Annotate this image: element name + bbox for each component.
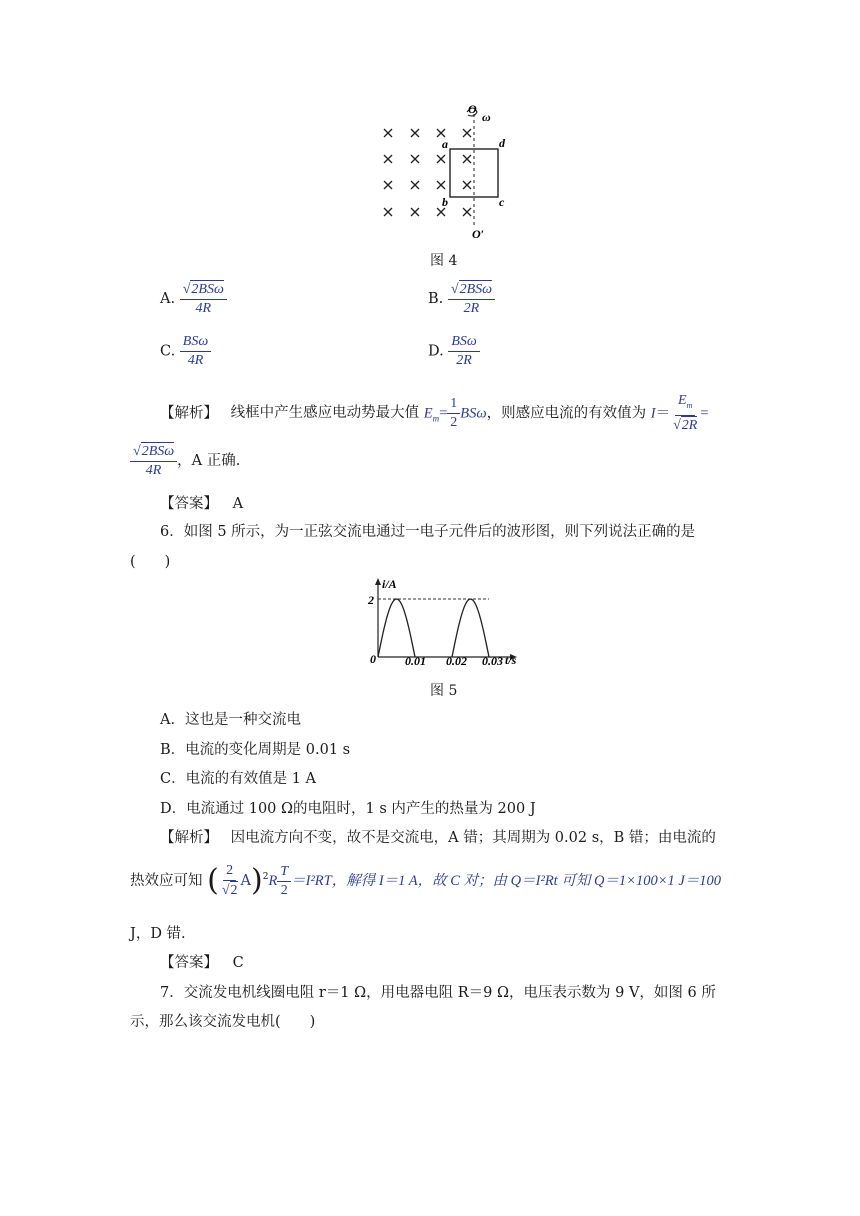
q6-answer bbox=[160, 953, 244, 973]
magnetic-field-cross bbox=[411, 129, 419, 137]
half-wave-2 bbox=[452, 599, 489, 657]
q6-analysis-line1: 【解析】 因电流方向不变，故不是交流电，A 错；其周期为 0.02 s，B 错；由电流的 bbox=[160, 830, 716, 846]
magnetic-field-cross bbox=[463, 208, 471, 216]
label-omega: ω bbox=[482, 110, 491, 124]
magnetic-field-cross bbox=[463, 155, 471, 163]
magnetic-field-cross bbox=[384, 181, 392, 189]
option-c-label: C. bbox=[160, 343, 176, 360]
q6-stem-line2: ( ) bbox=[130, 554, 171, 570]
q5-answer bbox=[160, 494, 243, 514]
magnetic-field-cross bbox=[463, 129, 471, 137]
q7-stem-line1: 7．交流发电机线圈电阻 r＝1 Ω，用电器电阻 R＝9 Ω，电压表示数为 9 V，如图 6 所 bbox=[160, 985, 716, 1001]
half-fraction: $\frac{1}{2}$ bbox=[447, 395, 460, 432]
option-d-label: D. bbox=[428, 343, 444, 360]
q6-stem-line1: 6．如图 5 所示，为一正弦交流电通过一电子元件后的波形图，则下列说法正确的是 bbox=[160, 524, 696, 540]
option-c bbox=[160, 333, 211, 370]
q5-analysis-line2: $\frac{\text{√2BSω}}{4R}$ ，A 正确. bbox=[130, 442, 240, 480]
analysis-tag: 【解析】 bbox=[160, 405, 218, 422]
magnetic-field-cross bbox=[437, 129, 445, 137]
magnetic-field-cross bbox=[437, 208, 445, 216]
x-tick-label-1: 0.01 bbox=[405, 654, 426, 668]
q7-stem-line2: 示，那么该交流发电机( ) bbox=[130, 1014, 316, 1030]
q6-option-c: C．电流的有效值是 1 A bbox=[160, 771, 317, 787]
y-tick-label: 2 bbox=[368, 593, 374, 607]
label-b: b bbox=[442, 195, 448, 209]
waveform-group bbox=[378, 599, 489, 657]
option-a-fraction: $\frac{\text{√2BSω}}{4R}$ bbox=[180, 280, 227, 318]
option-d bbox=[428, 333, 480, 370]
magnetic-field-cross bbox=[411, 208, 419, 216]
q6-option-b: B．电流的变化周期是 0.01 s bbox=[160, 742, 351, 758]
option-a bbox=[160, 280, 227, 318]
label-d: d bbox=[499, 136, 505, 150]
answer-tag-q6: 【答案】 bbox=[160, 955, 218, 971]
magnetic-field-cross bbox=[411, 155, 419, 163]
option-c-fraction: $\frac{\text{BSω}}{4R}$ bbox=[180, 333, 211, 370]
half-period-fraction: $\frac{T}{2}$ bbox=[277, 863, 291, 900]
origin-label: 0 bbox=[370, 652, 376, 666]
q6-option-a: A．这也是一种交流电 bbox=[160, 712, 301, 728]
magnetic-field-cross bbox=[384, 208, 392, 216]
answer-tag: 【答案】 bbox=[160, 496, 218, 512]
rms-fraction: $\frac{2}{√2}$ bbox=[221, 863, 238, 898]
answer-value: A bbox=[232, 496, 244, 512]
answer-value-q6: C bbox=[232, 955, 244, 971]
magnetic-field-cross bbox=[437, 155, 445, 163]
label-c: c bbox=[499, 195, 505, 209]
x-tick-label-3: 0.03 bbox=[482, 654, 503, 668]
half-wave-1 bbox=[378, 599, 415, 657]
label-O-prime: O′ bbox=[472, 227, 485, 241]
x-axis-label: t/s bbox=[505, 653, 517, 667]
result-fraction: $\frac{\text{√2BSω}}{4R}$ bbox=[130, 442, 177, 480]
magnetic-field-cross bbox=[437, 181, 445, 189]
option-b bbox=[428, 280, 495, 318]
magnetic-field-cross bbox=[411, 181, 419, 189]
cross-grid bbox=[384, 129, 471, 216]
q6-analysis-line2: 热效应可知 ( $\frac{2}{√2}$ A)$^2$R $\frac{T}{2}$ ＝I²RT，解得 I＝1 A，故 C 对；由 Q＝I²Rt 可知 Q＝1×100×1 J＝100 bbox=[130, 863, 722, 898]
q6-option-d: D．电流通过 100 Ω的电阻时，1 s 内产生的热量为 200 J bbox=[160, 801, 536, 817]
figure-4-caption: 图 4 bbox=[430, 253, 458, 269]
magnetic-field-cross bbox=[463, 181, 471, 189]
magnetic-field-cross bbox=[384, 129, 392, 137]
option-b-label: B. bbox=[428, 291, 444, 307]
label-O: O bbox=[468, 102, 477, 116]
q5-analysis-line1: 【解析】 线框中产生感应电动势最大值 $E_m=$ $\frac{1}{2}$ BSω，则感应电流的有效值为 I＝ $\frac{E_m}{√2R}$ = bbox=[160, 393, 709, 433]
x-tick-label-2: 0.02 bbox=[446, 654, 467, 668]
option-d-fraction: $\frac{\text{BSω}}{2R}$ bbox=[448, 333, 479, 370]
magnetic-field-cross bbox=[384, 155, 392, 163]
option-b-fraction: $\frac{\text{√2BSω}}{2R}$ bbox=[448, 280, 495, 318]
y-axis-label: i/A bbox=[382, 577, 397, 591]
label-a: a bbox=[442, 137, 448, 151]
figure-4-magnetic-field-diagram bbox=[370, 100, 520, 242]
figure-5-waveform-chart bbox=[362, 575, 532, 670]
q6-analysis-line3: J，D 错. bbox=[130, 926, 186, 942]
option-a-label: A. bbox=[160, 291, 176, 307]
figure-5-caption: 图 5 bbox=[430, 683, 458, 699]
y-axis-arrow bbox=[375, 578, 381, 585]
analysis-tag-q6: 【解析】 bbox=[160, 830, 218, 846]
current-fraction: $\frac{E_m}{√2R}$ bbox=[673, 393, 698, 433]
